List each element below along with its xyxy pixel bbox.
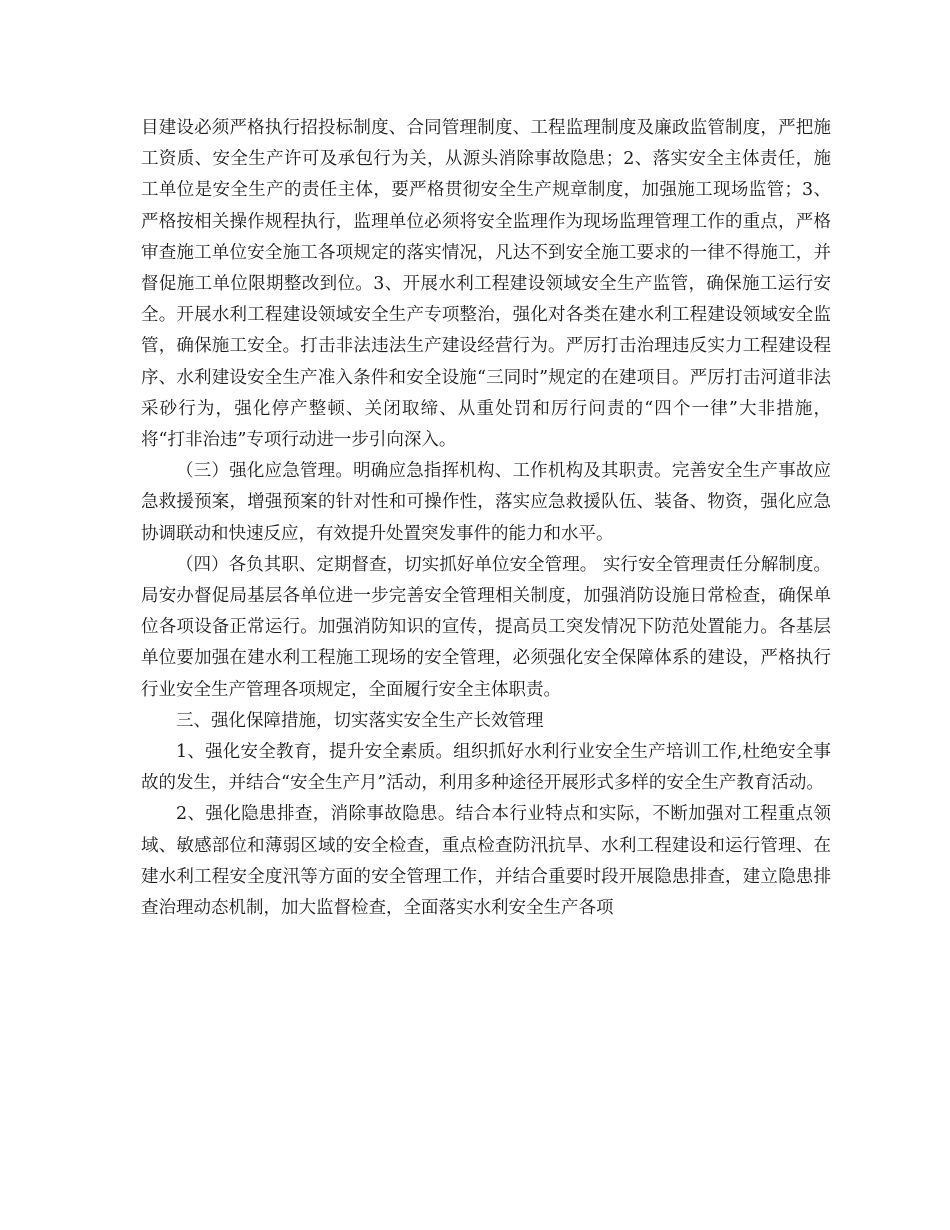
paragraph-emergency-management: （三）强化应急管理。明确应急指挥机构、工作机构及其职责。完善安全生产事故应急救援预案，增强预案的针对性和可操作性，落实应急救援队伍、装备、物资，强化应急协调联动和快速反应，有效提升处置突发事件的能力和水平。: [141, 461, 831, 544]
section-heading-safeguard-measures: 三、强化保障措施，切实落实安全生产长效管理: [176, 710, 544, 731]
paragraph-continuation: 目建设必须严格执行招投标制度、合同管理制度、工程监理制度及廉政监管制度，严把施工资质、安全生产许可及承包行为关，从源头消除事故隐患；2、落实安全主体责任，施工单位是安全生产的责任主体，要严格贯彻安全生产规章制度，加强施工现场监管；3、严格按相关操作规程执行，监理单位必须将安全监理作为现场监理管理工作的重点，严格审查施工单位安全施工各项规定的落实情况，凡达不到安全施工要求的一律不得施工，并督促施工单位限期整改到位。3、开展水利工程建设领域安全生产监管，确保施工运行安全。开展水利工程建设领域安全生产专项整治，强化对各类在建水利工程建设领域安全监管，确保施工安全。打击非法违法生产建设经营行为。严厉打击治理违反实力工程建设程序、水利建设安全生产准入条件和安全设施“三同时”规定的在建项目。严厉打击河道非法采砂行为，强化停产整顿、关闭取缔、从重处罚和厉行问责的“四个一律”大非措施，将“打非治违”专项行动进一步引向深入。: [141, 118, 831, 451]
paragraph-hazard-inspection: 2、强化隐患排查，消除事故隐患。结合本行业特点和实际，不断加强对工程重点领域、敏感部位和薄弱区域的安全检查，重点检查防汛抗旱、水利工程建设和运行管理、在建水利工程安全度汛等方面的安全管理工作，并结合重要时段开展隐患排查，建立隐患排查治理动态机制，加大监督检查，全面落实水利安全生产各项: [141, 804, 831, 919]
document-page: [141, 113, 831, 924]
paragraph-safety-education: 1、强化安全教育，提升安全素质。组织抓好水利行业安全生产培训工作,杜绝安全事故的发生，并结合“安全生产月”活动，利用多种途径开展形式多样的安全生产教育活动。: [141, 742, 831, 794]
paragraph-unit-safety-management: （四）各负其职、定期督查，切实抓好单位安全管理。 实行安全管理责任分解制度。局安办督促局基层各单位进一步完善安全管理相关制度，加强消防设施日常检查，确保单位各项设备正常运行。加强消防知识的宣传，提高员工突发情况下防范处置能力。各基层单位要加强在建水利工程施工现场的安全管理，必须强化安全保障体系的建设，严格执行行业安全生产管理各项规定，全面履行安全主体职责。: [141, 554, 831, 700]
